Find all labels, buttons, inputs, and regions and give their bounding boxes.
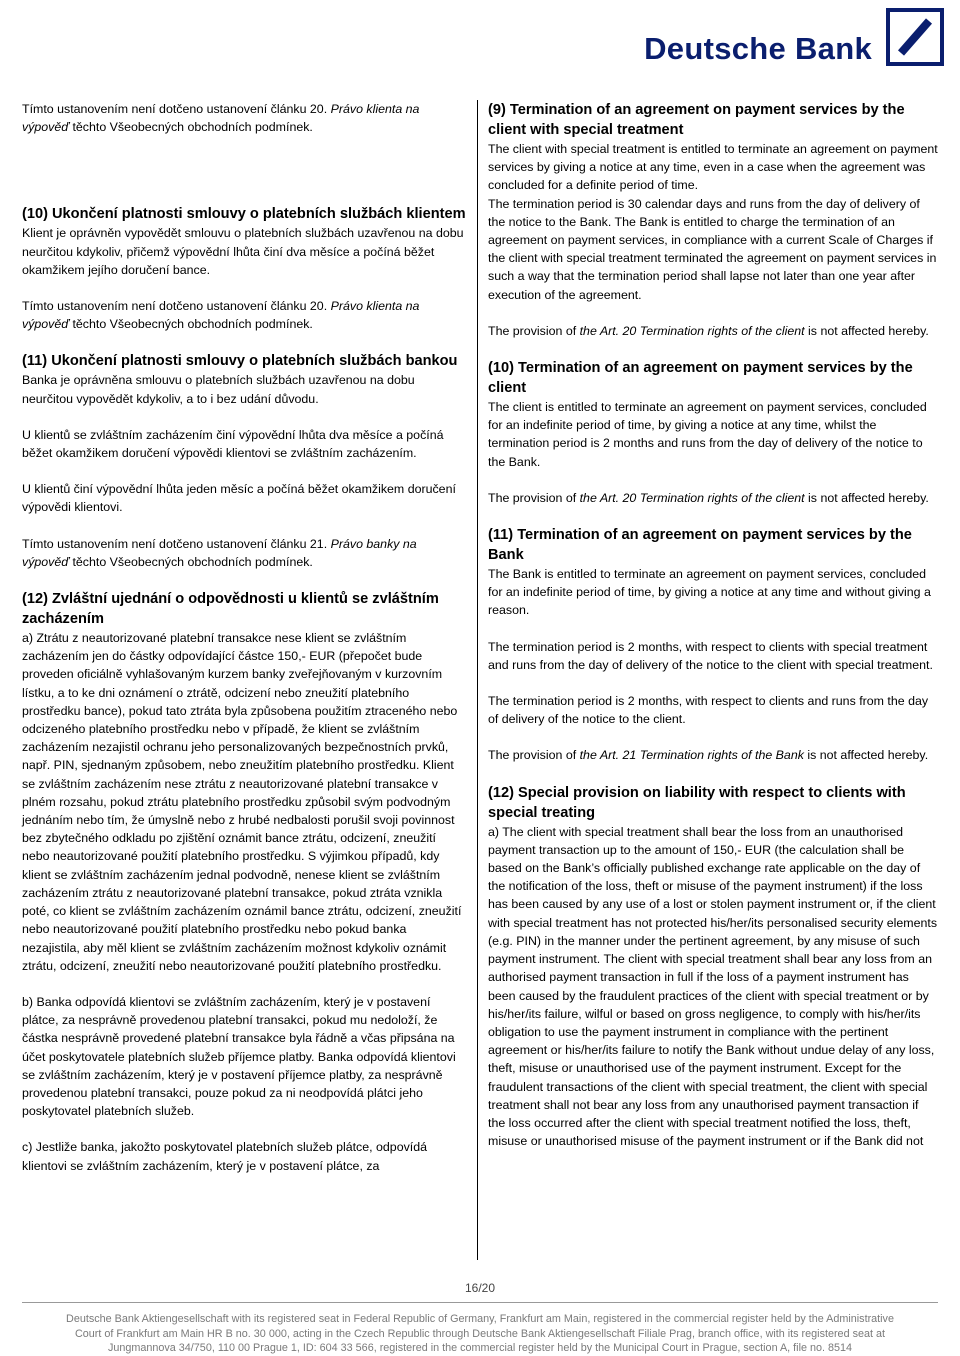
paragraph: The client with special treatment is entitled to terminate an agreement on payment services by giving a notice at any time, even in a case when the agreement was concluded for a definite period of time.	[488, 142, 938, 193]
paragraph-reference-art20: The provision of the Art. 20 Termination rights of the client is not affected hereby.	[488, 490, 929, 505]
brand-name: Deutsche Bank	[644, 31, 872, 66]
paragraph-reference-art21: Tímto ustanovením není dotčeno ustanovení článku 21. Právo banky na výpověď těchto Všeobecných obchodních podmínek.	[22, 536, 417, 569]
paragraph-reference-art20: The provision of the Art. 20 Termination rights of the client is not affected hereby.	[488, 323, 929, 338]
section-heading-12: (12) Zvláštní ujednání o odpovědnosti u klientů se zvláštním zacházením	[22, 591, 439, 628]
deutsche-bank-logo-icon	[886, 8, 944, 66]
paragraph-reference-art20: Tímto ustanovením není dotčeno ustanovení článku 20. Právo klienta na výpověď těchto Všeobecných obchodních podmínek.	[22, 299, 420, 332]
paragraph-reference-art20: Tímto ustanovením není dotčeno ustanovení článku 20. Právo klienta na výpověď těchto Všeobecných obchodních podmínek.	[22, 102, 420, 135]
paragraph: a) Ztrátu z neautorizované platební transakce nese klient se zvláštním zacházením jen do částky odpovídající částce 150,- EUR (přepočet bude proveden oficiálně vyhlašovaným kurzem banky zveřejňovaným v kurzovním lístku, a to ke dni oznámení o ztrátě, odcizení nebo zneužití platebního prostředku bance), pokud tato ztráta byla způsobena použitím ztraceného nebo odcizeného platebního prostředku nebo v případě, že klient se zvláštním zacházením nezajistil ochranu jeho personalizovaných bezpečnostních prvků, např. PIN, sjednaným způsobem, nebo zneužitím platebního prostředku. Klient se zvláštním zacházením nese ztrátu z neautorizované platební transakce v plném rozsahu, pokud ztrátu platebního prostředku způsobil svým podvodným jednáním nebo tím, že úmyslně nebo z hrubé nedbalosti porušil svoji povinnost bez zbytečného odkladu po zjištění oznámit bance ztrátu, odcizení, zneužití nebo neautorizované použití platebního prostředku. S výjimkou případů, kdy klient se zvláštním zacházením jednal podvodně, nenese klient se zvláštním zacházením ztrátu z neautorizované platební transakce, pokud ztráta vznikla poté, co klient se zvláštním zacházením oznámil bance ztrátu, odcizení, zneužití nebo neautorizované použití platebního prostředku nebo pokud banka nezajistila, aby měl klient se zvláštním zacházením možnost kdykoliv oznámit ztrátu, odcizení, zneužití nebo neautorizované použití platebního prostředku.	[22, 631, 462, 973]
paragraph: U klientů činí výpovědní lhůta jeden měsíc a počíná běžet okamžikem doručení výpovědi klientovi.	[22, 482, 456, 515]
paragraph: Banka je oprávněna smlouvu o platebních službách uzavřenou na dobu neurčitou vypovědět kdykoliv, a to i bez udání důvodu.	[22, 373, 415, 406]
paragraph: The Bank is entitled to terminate an agreement on payment services, concluded for an indefinite period of time, by giving a notice at any time and without giving a reason.	[488, 567, 931, 618]
paragraph: a) The client with special treatment shall bear the loss from an unauthorised payment transaction up to the amount of 150,- EUR (the calculation shall be based on the Bank’s officially published exchange rate applicable on the day of the notification of the loss, theft or misuse of the payment instrument) if the loss has been caused by any use of a lost or stolen payment instrument or, if the client with special treatment has not protected his/her/its personalised security elements (e.g. PIN) in the manner under the pertinent agreement, by any misuse of such payment instrument. The client with special treatment shall bear any loss from an authorised payment transaction in full if the loss of a payment instrument has been caused by the fraudulent practices of the client with special treatment or by his/her/its failure, wilful or based on gross negligence, to comply with his/her/its obligation to use the payment instrument in compliance with the pertinent agreement or his/her/its failure to notify the Bank without undue delay of any loss, theft, misuse or unauthorised use of the payment instrument. Except for the fraudulent transactions of the client with special treatment, the client with special treatment shall not bear any loss from any unauthorised payment transaction if the loss occurred after the client with special treatment notified the loss, theft, misuse or unauthorised misuse of the payment instrument or if the Bank did not	[488, 824, 938, 1149]
paragraph: U klientů se zvláštním zacházením činí výpovědní lhůta dva měsíce a počíná běžet okamžikem doručení výpovědi klientovi se zvláštním zacházením.	[22, 427, 444, 461]
paragraph: The termination period is 2 months, with respect to clients with special treatment and runs from the day of delivery of the notice to the client with special treatment.	[488, 639, 933, 672]
section-heading-9: (9) Termination of an agreement on payment services by the client with special treatment	[488, 102, 905, 138]
paragraph-reference-art21: The provision of the Art. 21 Termination rights of the Bank is not affected hereby.	[488, 748, 929, 763]
legal-footer	[10, 1312, 950, 1356]
footer-line: Jungmannova 34/750, 110 00 Prague 1, ID: 604 33 566, registered in the commercial register held by the Municipal Court in Prague, section A, file no. 8514	[107, 1342, 853, 1355]
paragraph: b) Banka odpovídá klientovi se zvláštním zacházením, který je v postavení plátce, za nesprávně provedenou platební transakci, pokud mu nedoloží, že částka nesprávně provedené platební transakce byla řádně a včas připsána na účet poskytovatele platebních služeb příjemce platby. Banka odpovídá klientovi se zvláštním zacházením, který je v postavení příjemce platby, za nesprávně provedenou platební transakci, pouze pokud za ni neodpovídá plátci jeho poskytovatel platebních služeb.	[22, 994, 456, 1119]
section-heading-12: (12) Special provision on liability with respect to clients with special treating	[488, 784, 906, 821]
footer-line: Court of Frankfurt am Main HR B no. 30 000, acting in the Czech Republic through Deutsche Bank Aktiengesellschaft Filiale Prag, branch office, with its registered seat at	[75, 1327, 885, 1340]
section-heading-10: (10) Termination of an agreement on payment services by the client	[488, 360, 913, 397]
section-heading-11: (11) Termination of an agreement on payment services by the Bank	[488, 527, 912, 564]
paragraph: The termination period is 30 calendar days and runs from the day of delivery of the notice to the Bank. The Bank is entitled to charge the termination of an agreement on payment services, in compliance with a current Scale of Charges if the client with special treatment terminated the agreement on payment services in such a way that the termination period shall lapse not later than one year after execution of the agreement.	[488, 196, 937, 302]
paragraph: Klient je oprávněn vypovědět smlouvu o platebních službách uzavřenou na dobu neurčitou kdykoliv, přičemž výpovědní lhůta činí dva měsíce a počíná běžet okamžikem jejího doručení bance.	[22, 226, 464, 277]
english-column	[488, 100, 938, 1150]
paragraph: The termination period is 2 months, with respect to clients and runs from the day of delivery of the notice to the client.	[488, 694, 929, 727]
footer-divider	[22, 1302, 938, 1303]
czech-column	[22, 100, 466, 1175]
paragraph: The client is entitled to terminate an agreement on payment services, concluded for an indefinite period of time, by giving a notice at any time, whilst the termination period is 2 months and runs from the day of delivery of the notice to the Bank.	[488, 400, 927, 469]
section-heading-11: (11) Ukončení platnosti smlouvy o platebních službách bankou	[22, 353, 458, 370]
brand-header	[644, 8, 944, 66]
column-divider	[477, 100, 478, 1260]
page-number: 16/20	[464, 1281, 496, 1295]
section-heading-10: (10) Ukončení platnosti smlouvy o platebních službách klientem	[22, 206, 466, 223]
paragraph: c) Jestliže banka, jakožto poskytovatel platebních služeb plátce, odpovídá klientovi se zvláštním zacházením, který je v postavení plátce, za	[22, 1140, 428, 1173]
footer-line: Deutsche Bank Aktiengesellschaft with its registered seat in Federal Republic of Germany, Frankfurt am Main, registered in the commercial register held by the Administrative	[66, 1313, 894, 1325]
